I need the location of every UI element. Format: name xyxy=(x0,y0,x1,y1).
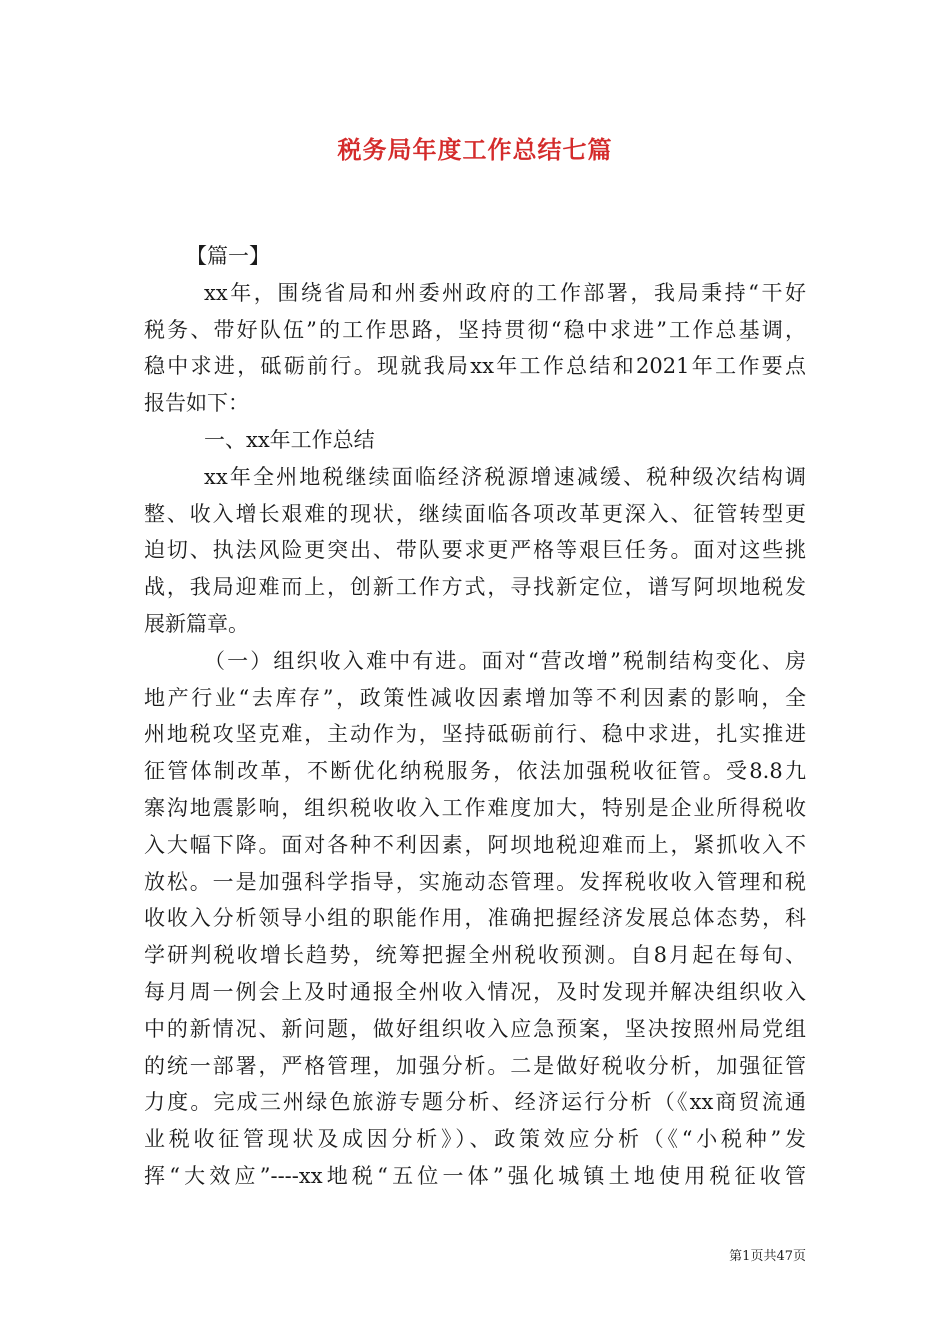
paragraph-line: 中的新情况、新问题，做好组织收入应急预案，坚决按照州局党组 xyxy=(144,1016,806,1041)
section-heading-part-one: 【篇一】 xyxy=(186,244,270,268)
paragraph-line: 地产行业“去库存”，政策性减收因素增加等不利因素的影响，全 xyxy=(144,685,806,710)
document-title: 税务局年度工作总结七篇 xyxy=(337,135,613,164)
page-number-footer: 第1页共47页 xyxy=(729,1249,806,1264)
document-body xyxy=(144,238,806,1195)
paragraph-line: 学研判税收增长趋势，统筹把握全州税收预测。自8月起在每旬、 xyxy=(144,943,806,968)
paragraph-line: 稳中求进，砥砺前行。现就我局xx年工作总结和2021年工作要点 xyxy=(144,354,806,379)
paragraph-line: （一）组织收入难中有进。面对“营改增”税制结构变化、房 xyxy=(204,648,806,673)
subheading-annual-summary: 一、xx年工作总结 xyxy=(204,427,375,452)
paragraph-line: 寨沟地震影响，组织税收收入工作难度加大，特别是企业所得税收 xyxy=(144,795,806,820)
paragraph-line: 力度。完成三州绿色旅游专题分析、经济运行分析（《xx商贸流通 xyxy=(144,1090,806,1115)
paragraph-line: 税务、带好队伍”的工作思路，坚持贯彻“稳中求进”工作总基调， xyxy=(144,317,806,342)
paragraph-line: 州地税攻坚克难，主动作为，坚持砥砺前行、稳中求进，扎实推进 xyxy=(144,722,806,747)
paragraph-line: 报告如下： xyxy=(144,391,249,416)
paragraph-line: 展新篇章。 xyxy=(144,611,249,636)
paragraph-line: 放松。一是加强科学指导，实施动态管理。发挥税收收入管理和税 xyxy=(144,869,806,894)
paragraph-line: 的统一部署，严格管理，加强分析。二是做好税收分析，加强征管 xyxy=(144,1053,806,1078)
paragraph-line: 每月周一例会上及时通报全州收入情况，及时发现并解决组织收入 xyxy=(144,979,806,1004)
paragraph-line: xx年全州地税继续面临经济税源增速减缓、税种级次结构调 xyxy=(204,464,806,489)
paragraph-line: 收收入分析领导小组的职能作用，准确把握经济发展总体态势，科 xyxy=(144,906,806,931)
paragraph-line: 业税收征管现状及成因分析》）、政策效应分析（《“小税种”发 xyxy=(144,1127,806,1152)
paragraph-line: 迫切、执法风险更突出、带队要求更严格等艰巨任务。面对这些挑 xyxy=(144,538,806,563)
paragraph-line: 挥“大效应”----xx地税“五位一体”强化城镇土地使用税征收管 xyxy=(144,1163,806,1188)
paragraph-line: 整、收入增长艰难的现状，继续面临各项改革更深入、征管转型更 xyxy=(144,501,806,526)
paragraph-line: 战，我局迎难而上，创新工作方式，寻找新定位，谱写阿坝地税发 xyxy=(144,575,806,600)
paragraph-line: 征管体制改革，不断优化纳税服务，依法加强税收征管。受8.8九 xyxy=(144,759,806,784)
paragraph-line: xx年，围绕省局和州委州政府的工作部署，我局秉持“干好 xyxy=(204,280,806,305)
paragraph-line: 入大幅下降。面对各种不利因素，阿坝地税迎难而上，紧抓收入不 xyxy=(144,832,806,857)
